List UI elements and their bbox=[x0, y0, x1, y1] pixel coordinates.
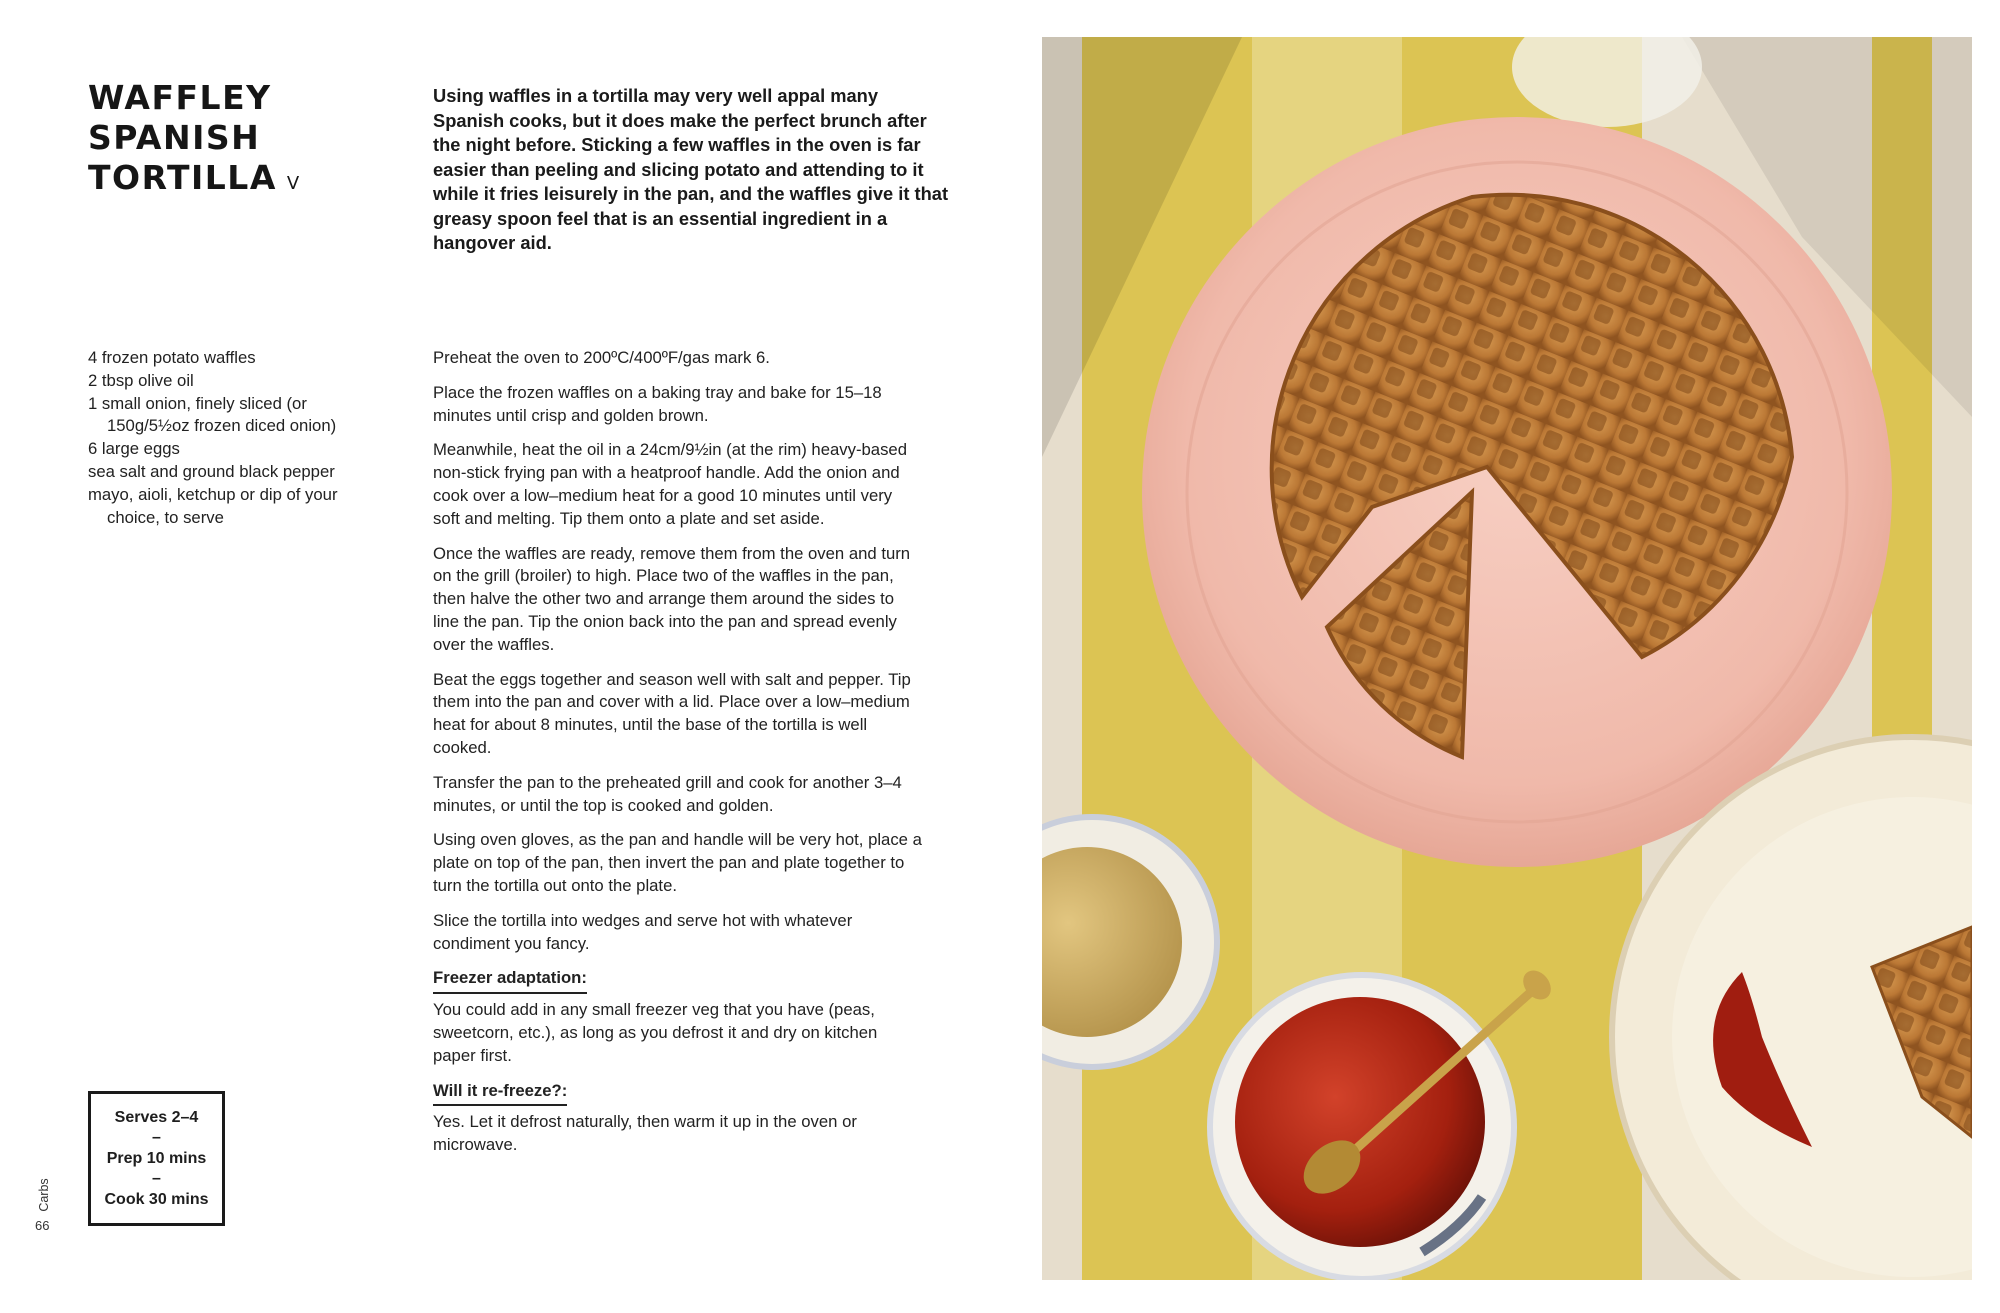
method-step: Once the waffles are ready, remove them from the oven and turn on the grill (broiler) to high. Place two of the waffles in the pan, then halve the other two and arrange them around the sides to line the pan. Tip the onion back into the pan and spread evenly over the waffles. bbox=[433, 543, 911, 654]
ingredient-item: sea salt and ground black pepper bbox=[88, 461, 335, 481]
serves-label: Serves 2–4 bbox=[114, 1109, 199, 1126]
ingredients-list bbox=[88, 347, 378, 529]
info-separator: – bbox=[152, 1129, 161, 1146]
vegetarian-mark: V bbox=[286, 173, 300, 194]
freezer-adaptation-text: You could add in any small freezer veg that you have (peas, sweetcorn, etc.), as long as you defrost it and dry on kitchen paper first. bbox=[433, 1000, 878, 1065]
recipe-intro: Using waffles in a tortilla may very well appal many Spanish cooks, but it does make the perfect brunch after the night before. Sticking a few waffles in the oven is far easier than peeling and slicing potato and attending to it while it fries leisurely in the pan, and the waffles give it that greasy spoon feel that is an essential ingredient in a hangover aid. bbox=[433, 85, 949, 253]
ingredient-item: 4 frozen potato waffles bbox=[88, 348, 256, 367]
refreeze-text: Yes. Let it defrost naturally, then warm it up in the oven or microwave. bbox=[433, 1112, 857, 1155]
recipe-photo bbox=[1042, 37, 1972, 1280]
section-label: Carbs bbox=[37, 1178, 51, 1212]
cook-time-label: Cook 30 mins bbox=[104, 1191, 209, 1208]
method-step: Meanwhile, heat the oil in a 24cm/9½in (at the rim) heavy-based non-stick frying pan with a heatproof handle. Add the onion and cook over a low–medium heat for a good 10 minutes until very soft and melting. Tip them onto a plate and set aside. bbox=[433, 440, 907, 528]
method-step: Using oven gloves, as the pan and handle will be very hot, place a plate on top of the pan, then invert the pan and plate together to turn the tortilla out onto the plate. bbox=[433, 830, 922, 895]
ingredient-item: 6 large eggs bbox=[88, 439, 180, 459]
recipe-info-box bbox=[88, 1091, 225, 1226]
prep-time-label: Prep 10 mins bbox=[106, 1150, 207, 1167]
info-separator: – bbox=[152, 1170, 161, 1187]
freezer-adaptation-heading: Freezer adaptation: bbox=[433, 967, 587, 994]
ingredient-item: 2 tbsp olive oil bbox=[88, 370, 194, 390]
page-number: 66 bbox=[35, 1218, 50, 1233]
method-step: Preheat the oven to 200ºC/400ºF/gas mark 6. bbox=[433, 348, 770, 367]
tortilla-photo-illustration bbox=[1042, 37, 1972, 1280]
refreeze-heading: Will it re-freeze?: bbox=[433, 1080, 567, 1107]
method-step: Transfer the pan to the preheated grill and cook for another 3–4 minutes, or until the top is cooked and golden. bbox=[433, 772, 902, 815]
recipe-title-text: WAFFLEY SPANISH TORTILLA bbox=[88, 78, 277, 197]
ketchup bbox=[1235, 997, 1485, 1247]
ingredient-item: 1 small onion, finely sliced (or 150g/5½oz frozen diced onion) bbox=[88, 393, 337, 436]
method-section bbox=[433, 347, 923, 1169]
ingredient-item: mayo, aioli, ketchup or dip of your choice, to serve bbox=[88, 484, 338, 527]
method-step: Slice the tortilla into wedges and serve hot with whatever condiment you fancy. bbox=[433, 910, 853, 953]
method-step: Place the frozen waffles on a baking tray and bake for 15–18 minutes until crisp and golden brown. bbox=[433, 382, 882, 425]
method-step: Beat the eggs together and season well with salt and pepper. Tip them into the pan and cover with a lid. Place over a low–medium heat for about 8 minutes, until the base of the tortilla is well cooked. bbox=[433, 669, 911, 757]
recipe-title bbox=[88, 78, 388, 204]
